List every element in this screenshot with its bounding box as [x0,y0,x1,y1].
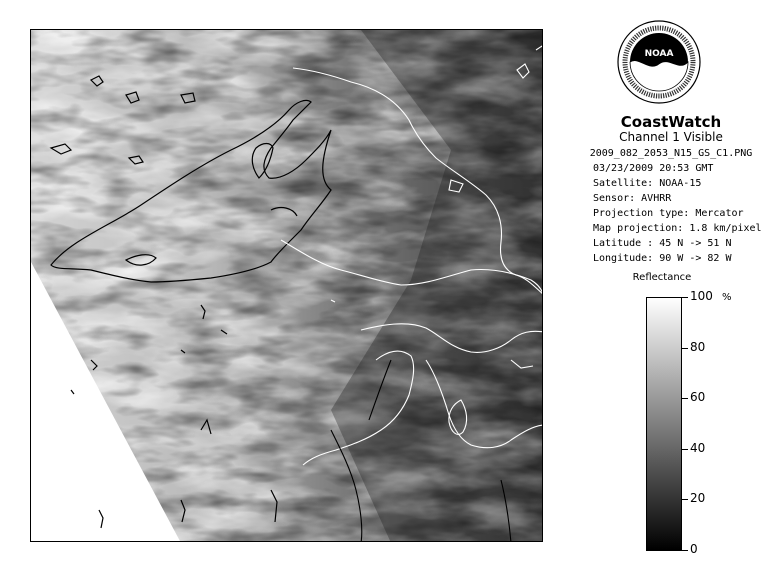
colorbar-tick-label: 60 [690,390,706,404]
filename: 2009_082_2053_N15_GS_C1.PNG [589,148,753,159]
sensor: Sensor: AVHRR [593,193,672,204]
colorbar-tick-label: 20 [690,491,706,505]
colorbar-tick [682,398,688,399]
colorbar-tick [682,348,688,349]
longitude-range: Longitude: 90 W -> 82 W [593,253,732,264]
colorbar-tick [682,297,688,298]
metadata-block [593,161,773,266]
colorbar-unit: % [722,292,732,303]
map-canvas [31,30,543,542]
projection-type: Projection type: Mercator [593,208,744,219]
satellite: Satellite: NOAA-15 [593,178,702,189]
colorbar-tick-label: 80 [690,340,706,354]
colorbar-tick-label: 0 [690,542,698,556]
date-time: 03/23/2009 20:53 GMT [593,163,714,174]
colorbar-tick-label: 100 [690,289,713,303]
noaa-logo [617,20,701,104]
colorbar-tick [682,550,688,551]
latitude-range: Latitude : 45 N -> 51 N [593,238,732,249]
colorbar-tick-label: 40 [690,441,706,455]
satellite-image-map [30,29,543,542]
colorbar-tick [682,499,688,500]
colorbar-tick [682,449,688,450]
title: CoastWatch [620,113,722,131]
noaa-logo-text: NOAA [644,49,674,59]
map-projection: Map projection: 1.8 km/pixel [593,223,762,234]
subtitle: Channel 1 Visible [619,130,723,144]
colorbar [646,297,682,551]
colorbar-title: Reflectance [632,272,692,283]
